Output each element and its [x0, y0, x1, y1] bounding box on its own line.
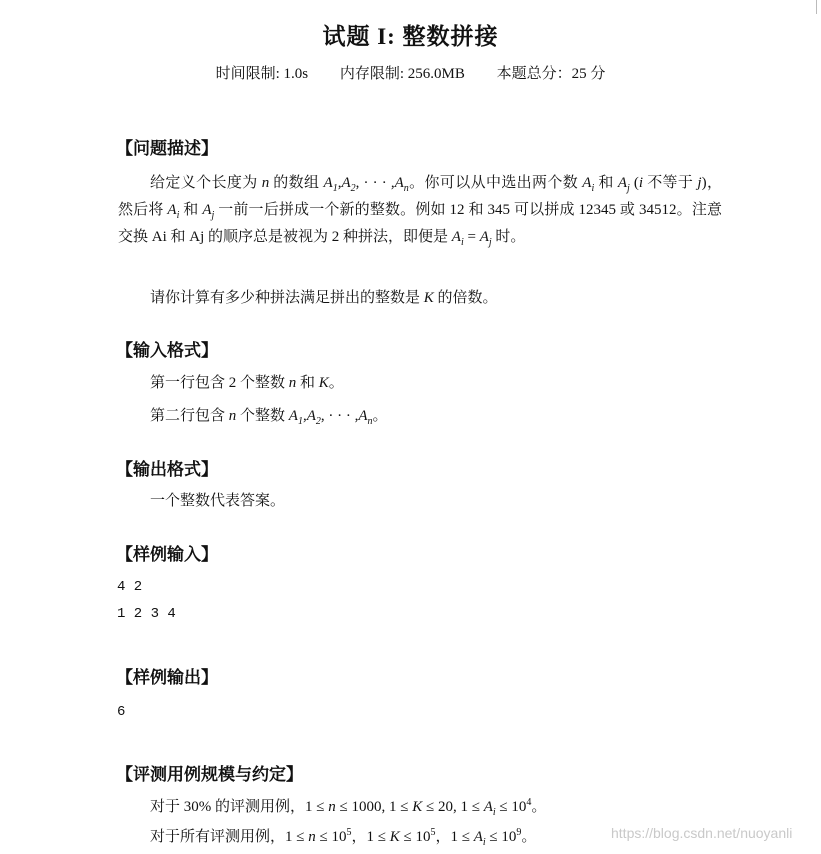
- text-run: ,: [337, 175, 342, 191]
- sample-output: [117, 699, 125, 726]
- math-subscript: n: [403, 183, 409, 194]
- math-subscript: n: [367, 416, 373, 427]
- text-run: )，然后将: [118, 175, 722, 218]
- math-symbol: n: [261, 175, 270, 191]
- sample-input-line: 4 2: [117, 579, 143, 595]
- text-run: =: [463, 229, 480, 245]
- math-subscript: 2: [315, 416, 321, 427]
- math-symbol: A: [306, 408, 316, 424]
- time-limit: 时间限制: 1.0s: [215, 66, 309, 82]
- text-run: 。你可以从中选出两个数: [408, 175, 583, 191]
- text-run: 给定义个长度为: [150, 175, 262, 191]
- text-run: 和: [296, 375, 319, 391]
- text-run: ，1 ≤: [435, 829, 474, 845]
- input-line-1: [118, 370, 722, 397]
- math-symbol: A: [167, 202, 177, 218]
- math-symbol: A: [323, 175, 333, 191]
- math-symbol: A: [394, 175, 404, 191]
- math-symbol: A: [341, 175, 351, 191]
- text-run: ≤ 10: [485, 829, 517, 845]
- math-subscript: 1: [297, 416, 303, 427]
- math-symbol: A: [483, 799, 493, 815]
- text-run: , · · · ,: [320, 408, 359, 424]
- problem-meta: [0, 62, 821, 83]
- math-subscript: j: [488, 237, 492, 248]
- math-symbol: n: [308, 829, 316, 845]
- math-symbol: A: [582, 175, 592, 191]
- math-symbol: K: [412, 799, 423, 815]
- text-run: 。: [521, 829, 537, 845]
- text-run: 的倍数。: [433, 290, 498, 306]
- text-run: ≤ 10: [495, 799, 527, 815]
- text-run: 一个整数代表答案。: [150, 493, 286, 509]
- math-subscript: j: [211, 210, 215, 221]
- heading-sample-input: 【样例输入】: [116, 545, 218, 565]
- math-subscript: j: [627, 183, 630, 194]
- text-run: 不等于: [643, 175, 698, 191]
- desc-paragraph-1: [118, 170, 722, 251]
- desc-paragraph-2: [118, 285, 722, 312]
- text-run: ≤ 1000, 1 ≤: [335, 799, 413, 815]
- text-run: 时。: [491, 229, 526, 245]
- sample-input-line: 1 2 3 4: [117, 606, 176, 622]
- text-run: ,: [302, 408, 307, 424]
- math-superscript: 5: [346, 827, 352, 838]
- scale-line-1: [118, 794, 722, 821]
- text-run: 一前一后拼成一个新的整数。例如 12 和 345 可以拼成 12345 或 34512。注意交换 Ai 和 Aj 的顺序总是被视为 2 种拼法，即便是: [118, 202, 722, 245]
- math-symbol: K: [389, 829, 400, 845]
- math-superscript: 4: [526, 797, 532, 808]
- math-subscript: i: [176, 210, 180, 221]
- text-run: ，1 ≤: [351, 829, 390, 845]
- math-symbol: j: [697, 175, 702, 191]
- text-run: 。: [328, 375, 344, 391]
- text-run: 和: [594, 175, 618, 191]
- text-run: 第二行包含: [150, 408, 229, 424]
- total-score: 本题总分：25 分: [496, 66, 606, 82]
- text-run: 。: [531, 799, 547, 815]
- math-symbol: n: [288, 375, 297, 391]
- text-run: ≤ 10: [399, 829, 431, 845]
- math-subscript: i: [482, 837, 486, 848]
- math-subscript: 2: [350, 183, 356, 194]
- math-symbol: A: [479, 229, 489, 245]
- text-run: 请你计算有多少种拼法满足拼出的整数是: [150, 290, 424, 306]
- text-run: 。: [372, 408, 388, 424]
- math-subscript: 1: [332, 183, 338, 194]
- math-symbol: A: [202, 202, 212, 218]
- memory-limit: 内存限制: 256.0MB: [339, 66, 465, 82]
- text-run: 对于所有评测用例，1 ≤: [150, 829, 309, 845]
- math-symbol: K: [318, 375, 329, 391]
- text-run: 第一行包含 2 个整数: [150, 375, 289, 391]
- text-run: ≤ 20, 1 ≤: [422, 799, 484, 815]
- heading-description: 【问题描述】: [116, 139, 218, 159]
- math-subscript: i: [591, 183, 595, 194]
- math-symbol: K: [423, 290, 434, 306]
- math-symbol: n: [228, 408, 237, 424]
- math-subscript: i: [460, 237, 464, 248]
- output-line-1: [118, 488, 722, 515]
- heading-scale: 【评测用例规模与约定】: [116, 765, 303, 785]
- heading-output-format: 【输出格式】: [116, 460, 218, 480]
- input-line-2: [118, 403, 722, 430]
- text-run: 对于 30% 的评测用例，1 ≤: [150, 799, 329, 815]
- math-symbol: A: [473, 829, 483, 845]
- math-superscript: 5: [430, 827, 436, 838]
- math-symbol: i: [638, 175, 644, 191]
- watermark: https://blog.csdn.net/nuoyanli: [611, 825, 793, 841]
- math-superscript: 9: [516, 827, 522, 838]
- text-run: 个整数: [236, 408, 289, 424]
- text-run: ≤ 10: [315, 829, 347, 845]
- heading-sample-output: 【样例输出】: [116, 668, 218, 688]
- sample-input: [117, 574, 176, 628]
- text-run: 和: [179, 202, 203, 218]
- math-symbol: A: [358, 408, 368, 424]
- math-symbol: n: [328, 799, 336, 815]
- heading-input-format: 【输入格式】: [116, 341, 218, 361]
- text-run: 的数组: [269, 175, 324, 191]
- text-run: (: [629, 175, 639, 191]
- math-symbol: A: [288, 408, 298, 424]
- problem-title: 试题 I: 整数拼接: [322, 24, 499, 49]
- math-symbol: A: [617, 175, 627, 191]
- math-subscript: i: [492, 807, 496, 818]
- sample-output-line: 6: [117, 704, 126, 720]
- math-symbol: A: [451, 229, 461, 245]
- text-run: , · · · ,: [355, 175, 395, 191]
- page-edge: [816, 0, 817, 14]
